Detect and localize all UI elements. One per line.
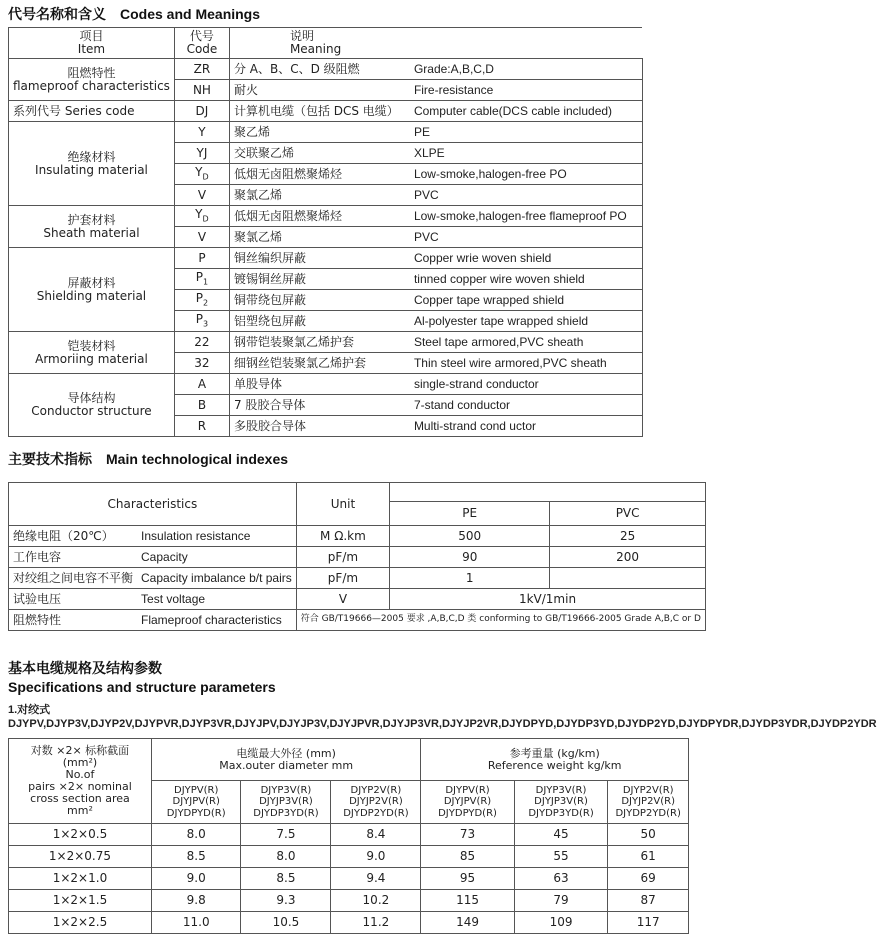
specs-cell-d1: 9.0	[151, 868, 241, 890]
codes-code: DJ	[174, 101, 229, 122]
tech-char-en: Insulation resistance	[137, 526, 296, 547]
specs-cell-w3: 117	[608, 912, 689, 934]
tech-row	[9, 526, 706, 547]
specs-cell-w2: 79	[514, 890, 608, 912]
specs-subtitle: 1.对绞式DJYPV,DJYP3V,DJYP2V,DJYPVR,DJYP3VR,DJYJPV,DJYJP3V,DJYJPVR,DJYJP3VR,DJYJP2VR,DJYDPYD,DJYDP3YD,DJYDP2YD,DJYDPYDR,DJYDP3YDR,DJYDP2YDR	[8, 704, 877, 730]
codes-meaning-en: PVC	[410, 227, 643, 248]
tech-span-value: 1kV/1min	[390, 589, 706, 610]
specs-header-pairs: 对数 ×2× 标称截面 (mm²) No.of pairs ×2× nominal cross section area mm²	[9, 739, 152, 824]
specs-cell-d2: 7.5	[241, 824, 331, 846]
specs-cell-d1: 8.5	[151, 846, 241, 868]
tech-header-characteristics: Characteristics	[9, 483, 297, 526]
code-subscript: D	[202, 214, 209, 224]
codes-group-cell	[9, 206, 175, 248]
codes-row	[9, 122, 643, 143]
codes-header-item: 项目 Item	[9, 28, 175, 59]
codes-meaning-en: single-strand conductor	[410, 374, 643, 395]
specs-cell-size: 1×2×2.5	[9, 912, 152, 934]
codes-code: B	[174, 395, 229, 416]
codes-title-cn: 代号名称和含义	[8, 7, 106, 23]
specs-heading	[8, 660, 276, 696]
code-subscript: 3	[203, 319, 209, 329]
codes-group-cn: 系列代号	[13, 103, 62, 118]
tech-char-cn: 试验电压	[9, 589, 138, 610]
specs-cell-d3: 8.4	[331, 824, 421, 846]
codes-group-cn: 导体结构	[67, 391, 116, 406]
specs-cell-w2: 63	[514, 868, 608, 890]
codes-meaning-cn: 钢带铠装聚氯乙烯护套	[229, 332, 410, 353]
tech-char-en: Test voltage	[137, 589, 296, 610]
codes-code: V	[174, 185, 229, 206]
specs-row	[9, 846, 689, 868]
specs-row	[9, 868, 689, 890]
specs-cell-d3: 9.4	[331, 868, 421, 890]
specs-cell-w1: 95	[421, 868, 514, 890]
specs-row	[9, 824, 689, 846]
codes-group-cell	[9, 374, 175, 437]
tech-pvc-value: 25	[550, 526, 706, 547]
codes-row	[9, 59, 643, 80]
tech-unit: M Ω.km	[296, 526, 389, 547]
code-subscript: D	[202, 172, 209, 182]
specs-cell-w3: 61	[608, 846, 689, 868]
codes-code: R	[174, 416, 229, 437]
codes-meaning-en: PVC	[410, 185, 643, 206]
codes-meaning-cn: 镀锡铜丝屏蔽	[229, 269, 410, 290]
specs-cell-w1: 149	[421, 912, 514, 934]
codes-code: $P_1$	[174, 269, 229, 290]
specs-model-od-1: DJYPV(R) DJYJPV(R) DJYDPYD(R)	[151, 781, 241, 824]
codes-code: $P_3$	[174, 311, 229, 332]
tech-pvc-value	[550, 568, 706, 589]
codes-meaning-cn: 铜丝编织屏蔽	[229, 248, 410, 269]
specs-row	[9, 912, 689, 934]
codes-meaning-en: Computer cable(DCS cable included)	[410, 101, 643, 122]
codes-meaning-en: XLPE	[410, 143, 643, 164]
codes-meaning-cn: 交联聚乙烯	[229, 143, 410, 164]
tech-header-pe: PE	[390, 502, 550, 526]
codes-heading	[8, 4, 260, 24]
codes-code: 22	[174, 332, 229, 353]
codes-row	[9, 101, 643, 122]
codes-row	[9, 206, 643, 227]
codes-group-en: Conductor structure	[31, 404, 152, 418]
specs-table	[8, 738, 689, 934]
tech-header-blank	[390, 483, 706, 502]
codes-meaning-en: PE	[410, 122, 643, 143]
tech-title-en: Main technological indexes	[106, 451, 289, 467]
specs-model-wt-2: DJYP3V(R) DJYJP3V(R) DJYDP3YD(R)	[514, 781, 608, 824]
specs-cell-d1: 11.0	[151, 912, 241, 934]
specs-model-wt-1: DJYPV(R) DJYJPV(R) DJYDPYD(R)	[421, 781, 514, 824]
tech-row	[9, 589, 706, 610]
tech-header-row1	[9, 483, 706, 502]
codes-group-en: Shielding material	[36, 288, 147, 303]
specs-cell-w1: 85	[421, 846, 514, 868]
specs-cell-w2: 45	[514, 824, 608, 846]
tech-char-cn: 绝缘电阻（20℃）	[9, 526, 138, 547]
codes-meaning-cn: 铜带绕包屏蔽	[229, 290, 410, 311]
tech-char-en: Flameproof characteristics	[137, 610, 296, 631]
codes-meaning-cn: 聚氯乙烯	[229, 185, 410, 206]
codes-group-cell	[9, 122, 175, 206]
codes-group-en: flameproof characteristics	[13, 78, 170, 93]
codes-meaning-cn: 多股胶合导体	[229, 416, 410, 437]
specs-title-en: Specifications and structure parameters	[8, 679, 276, 695]
codes-meaning-cn: 聚氯乙烯	[229, 227, 410, 248]
codes-code: YJ	[174, 143, 229, 164]
tech-flameproof-note: 符合 GB/T19666—2005 要求 ,A,B,C,D 类 conforming to GB/T19666-2005 Grade A,B,C or D	[296, 610, 705, 631]
tech-unit: V	[296, 589, 389, 610]
codes-group-cn: 绝缘材料	[67, 149, 116, 164]
specs-cell-w3: 50	[608, 824, 689, 846]
codes-group-cn: 铠装材料	[67, 338, 116, 353]
specs-model-od-2: DJYP3V(R) DJYJP3V(R) DJYDP3YD(R)	[241, 781, 331, 824]
codes-meaning-cn: 低烟无卤阻燃聚烯烃	[229, 164, 410, 185]
tech-header-unit: Unit	[296, 483, 389, 526]
codes-code: ZR	[174, 59, 229, 80]
tech-pe-value: 500	[390, 526, 550, 547]
codes-meaning-en: Grade:A,B,C,D	[410, 59, 643, 80]
specs-cell-d3: 11.2	[331, 912, 421, 934]
specs-cell-w2: 55	[514, 846, 608, 868]
codes-group-cn: 护套材料	[67, 212, 116, 227]
codes-code: NH	[174, 80, 229, 101]
tech-pe-value: 1	[390, 568, 550, 589]
specs-header-row1	[9, 739, 689, 781]
codes-meaning-cn: 分 A、B、C、D 级阻燃	[229, 59, 410, 80]
codes-group-en: Series code	[64, 103, 135, 118]
tech-char-cn: 工作电容	[9, 547, 138, 568]
specs-cell-w3: 87	[608, 890, 689, 912]
code-subscript: 2	[203, 298, 209, 308]
specs-cell-size: 1×2×1.0	[9, 868, 152, 890]
codes-header-meaning: 说明 Meaning	[229, 28, 642, 59]
specs-cell-size: 1×2×1.5	[9, 890, 152, 912]
specs-cell-w3: 69	[608, 868, 689, 890]
codes-group-en: Insulating material	[35, 162, 148, 177]
specs-cell-d3: 10.2	[331, 890, 421, 912]
codes-code: $Y_D$	[174, 206, 229, 227]
tech-row	[9, 547, 706, 568]
codes-code: A	[174, 374, 229, 395]
tech-pe-value: 90	[390, 547, 550, 568]
codes-group-cell	[9, 332, 175, 374]
codes-meaning-en: Multi-strand cond uctor	[410, 416, 643, 437]
specs-cell-d1: 9.8	[151, 890, 241, 912]
tech-pvc-value: 200	[550, 547, 706, 568]
codes-meaning-cn: 细钢丝铠装聚氯乙烯护套	[229, 353, 410, 374]
codes-code: $Y_D$	[174, 164, 229, 185]
codes-row	[9, 332, 643, 353]
tech-char-en: Capacity imbalance b/t pairs	[137, 568, 296, 589]
codes-group-cell	[9, 59, 175, 101]
specs-cell-w2: 109	[514, 912, 608, 934]
code-subscript: 1	[203, 277, 209, 287]
codes-title-en: Codes and Meanings	[120, 6, 261, 22]
codes-meaning-en: Low-smoke,halogen-free PO	[410, 164, 643, 185]
codes-row	[9, 374, 643, 395]
codes-group-en: Armoriing material	[35, 351, 148, 366]
codes-meaning-en: Low-smoke,halogen-free flameproof PO	[410, 206, 643, 227]
tech-table	[8, 482, 706, 631]
codes-meaning-en: Al-polyester tape wrapped shield	[410, 311, 643, 332]
codes-code: Y	[174, 122, 229, 143]
codes-meaning-cn: 7 股胶合导体	[229, 395, 410, 416]
specs-cell-size: 1×2×0.75	[9, 846, 152, 868]
codes-meaning-en: Steel tape armored,PVC sheath	[410, 332, 643, 353]
specs-cell-size: 1×2×0.5	[9, 824, 152, 846]
tech-row	[9, 610, 706, 631]
codes-meaning-cn: 聚乙烯	[229, 122, 410, 143]
specs-title-cn: 基本电缆规格及结构参数	[8, 661, 162, 677]
codes-code: P	[174, 248, 229, 269]
codes-group-en: Sheath material	[43, 225, 140, 240]
codes-meaning-cn: 低烟无卤阻燃聚烯烃	[229, 206, 410, 227]
codes-code: 32	[174, 353, 229, 374]
codes-row	[9, 248, 643, 269]
codes-meaning-en: Fire-resistance	[410, 80, 643, 101]
codes-meaning-en: Copper tape wrapped shield	[410, 290, 643, 311]
codes-meaning-en: Thin steel wire armored,PVC sheath	[410, 353, 643, 374]
codes-code: $P_2$	[174, 290, 229, 311]
tech-char-cn: 对绞组之间电容不平衡	[9, 568, 138, 589]
codes-meaning-en: tinned copper wire woven shield	[410, 269, 643, 290]
codes-code: V	[174, 227, 229, 248]
specs-cell-d2: 9.3	[241, 890, 331, 912]
codes-group-cn: 阻燃特性	[67, 65, 116, 80]
codes-group-cn: 屏蔽材料	[67, 275, 116, 290]
tech-header-pvc: PVC	[550, 502, 706, 526]
codes-table	[8, 27, 643, 437]
codes-group-cell	[9, 248, 175, 332]
tech-unit: pF/m	[296, 547, 389, 568]
specs-cell-d3: 9.0	[331, 846, 421, 868]
tech-char-cn: 阻燃特性	[9, 610, 138, 631]
tech-title-cn: 主要技术指标	[8, 452, 92, 468]
specs-model-wt-3: DJYP2V(R) DJYJP2V(R) DJYDP2YD(R)	[608, 781, 689, 824]
specs-cell-d1: 8.0	[151, 824, 241, 846]
codes-meaning-en: 7-stand conductor	[410, 395, 643, 416]
codes-meaning-cn: 计算机电缆（包括 DCS 电缆）	[229, 101, 410, 122]
codes-header-row	[9, 28, 643, 59]
codes-meaning-cn: 耐火	[229, 80, 410, 101]
codes-meaning-cn: 单股导体	[229, 374, 410, 395]
specs-header-weight: 参考重量 (kg/km) Reference weight kg/km	[421, 739, 689, 781]
tech-char-en: Capacity	[137, 547, 296, 568]
specs-cell-w1: 115	[421, 890, 514, 912]
specs-cell-d2: 8.0	[241, 846, 331, 868]
codes-meaning-en: Copper wrie woven shield	[410, 248, 643, 269]
specs-header-od: 电缆最大外径 (mm) Max.outer diameter mm	[151, 739, 420, 781]
tech-row	[9, 568, 706, 589]
specs-cell-d2: 10.5	[241, 912, 331, 934]
specs-row	[9, 890, 689, 912]
codes-header-code: 代号 Code	[174, 28, 229, 59]
tech-heading	[8, 449, 288, 469]
specs-model-od-3: DJYP2V(R) DJYJP2V(R) DJYDP2YD(R)	[331, 781, 421, 824]
specs-cell-w1: 73	[421, 824, 514, 846]
codes-meaning-cn: 铝塑绕包屏蔽	[229, 311, 410, 332]
specs-cell-d2: 8.5	[241, 868, 331, 890]
tech-unit: pF/m	[296, 568, 389, 589]
codes-group-cell	[9, 101, 175, 122]
